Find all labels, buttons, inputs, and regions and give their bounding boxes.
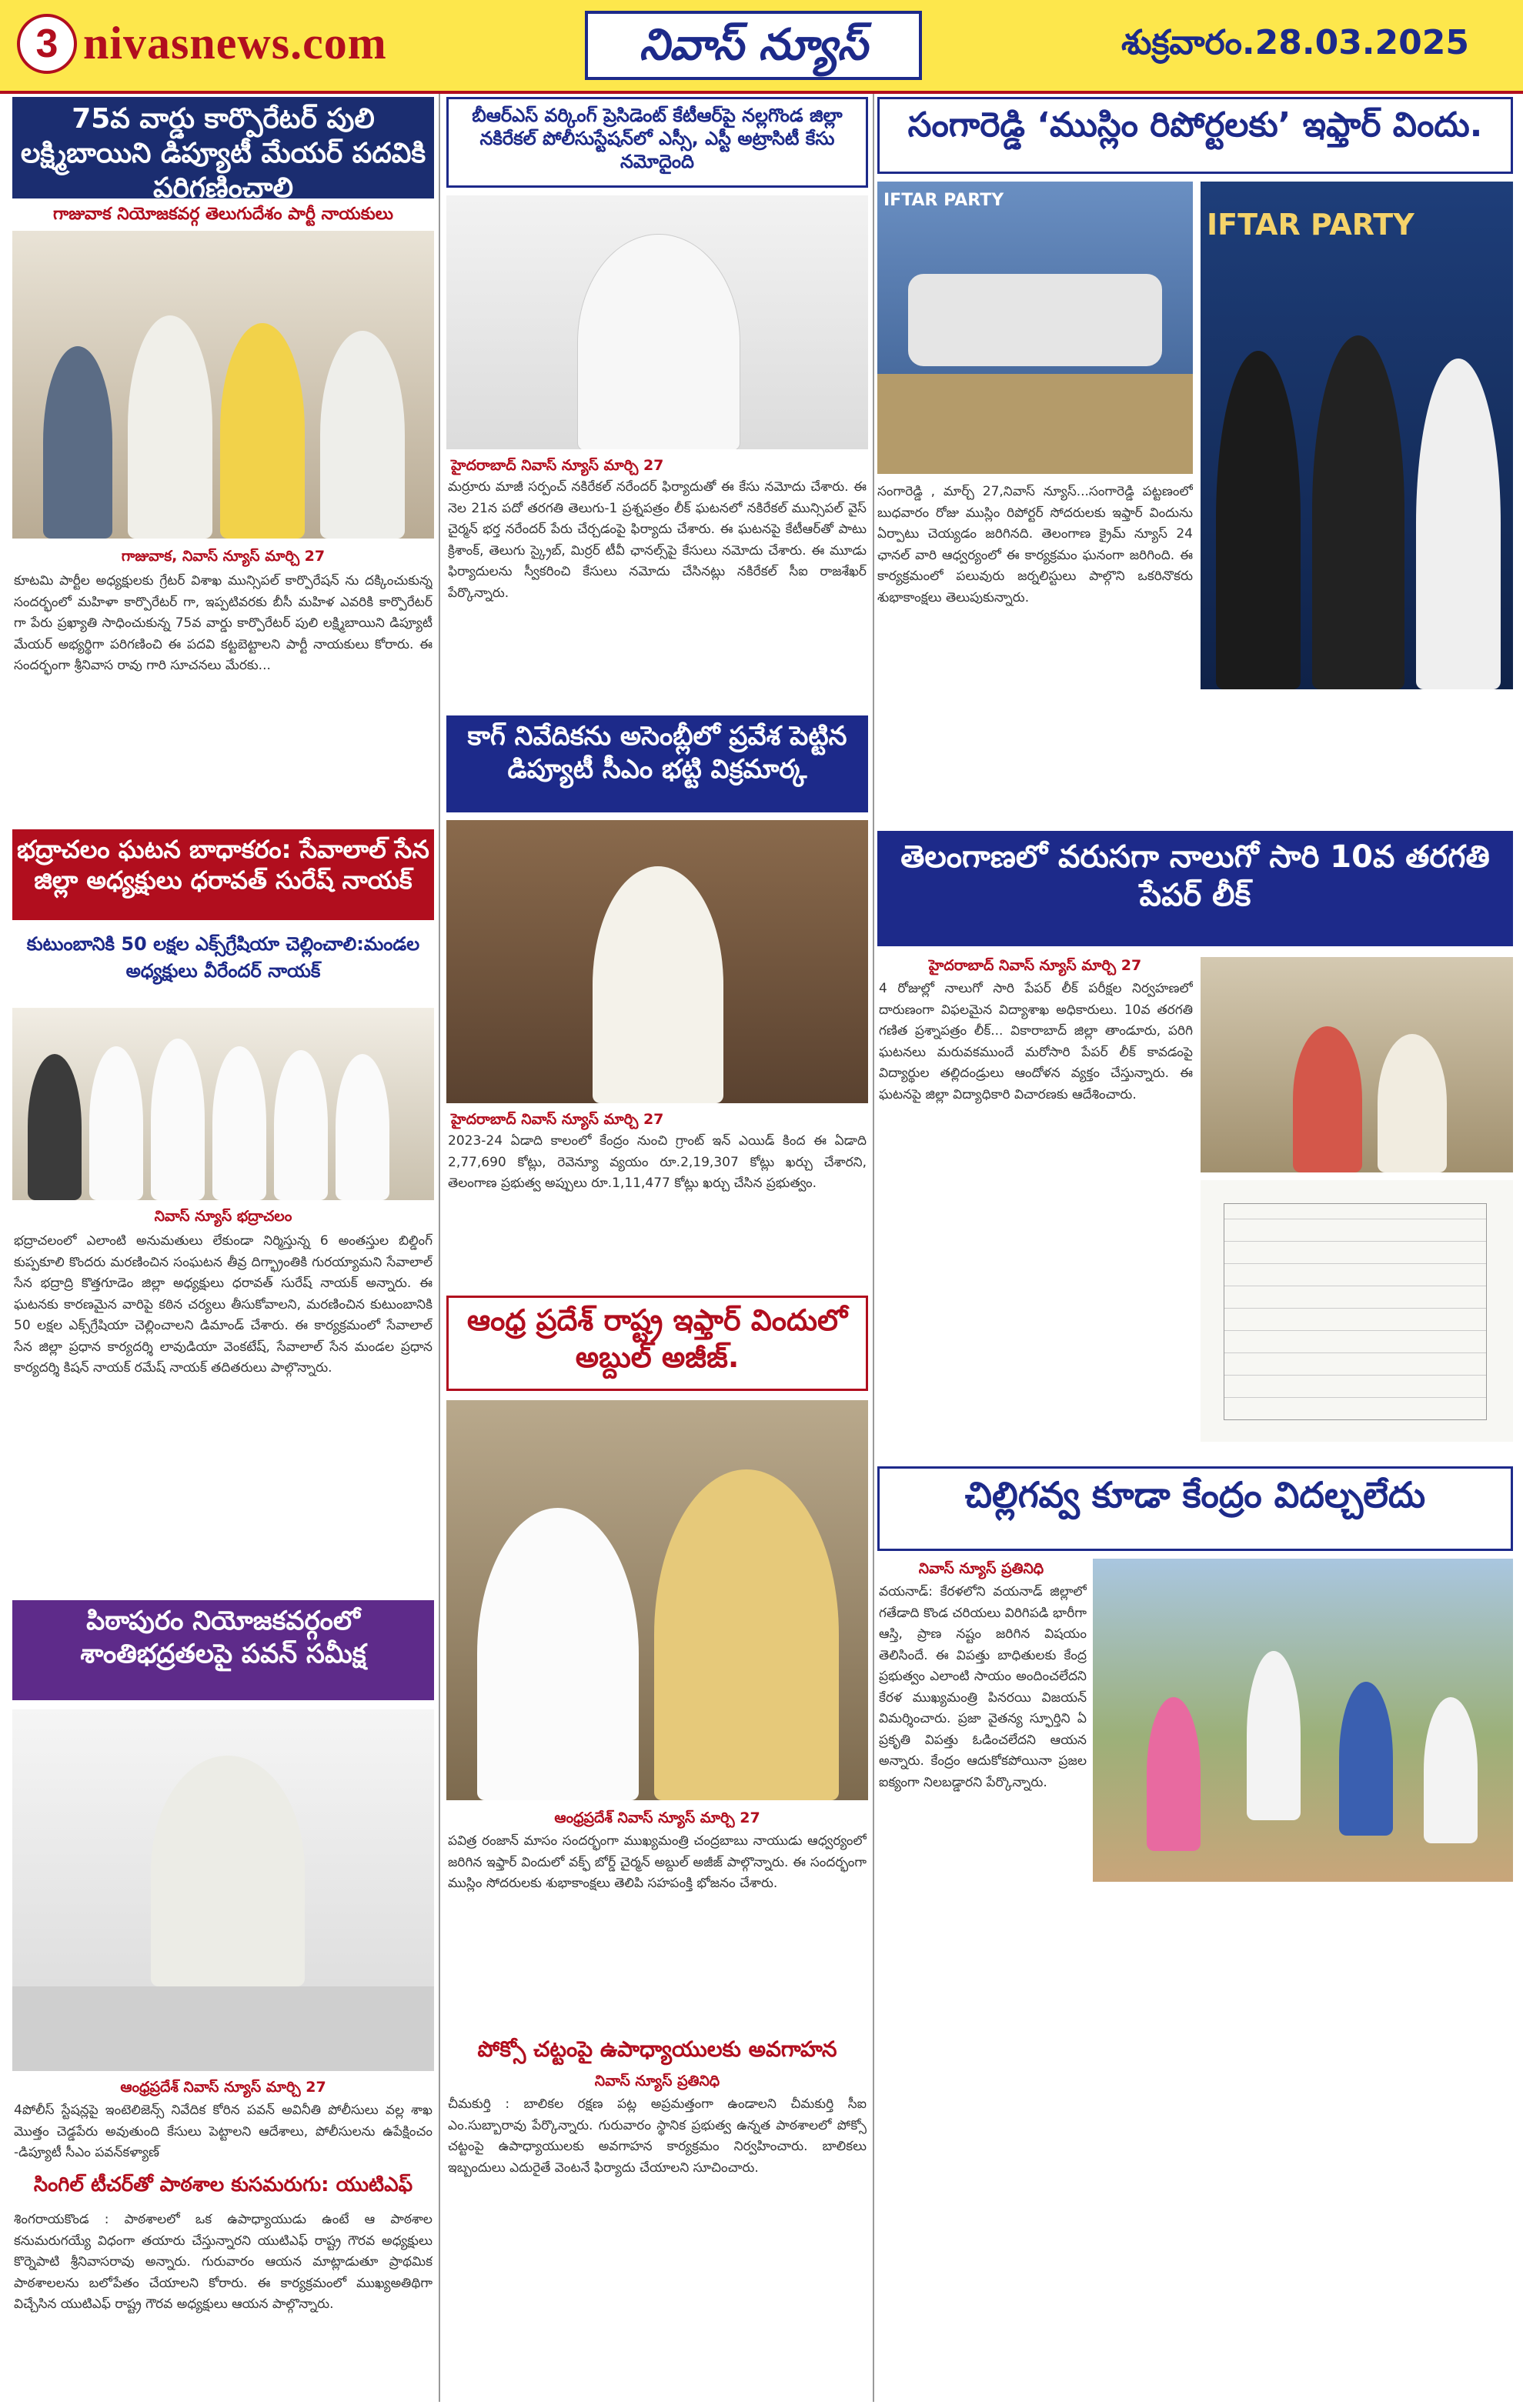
mid-story1-photo bbox=[446, 195, 868, 449]
right-story1-photo2 bbox=[1201, 182, 1513, 689]
left-story3-dateline: ఆంధ్రప్రదేశ్ నివాస్ న్యూస్ మార్చి 27 bbox=[120, 2079, 326, 2096]
left-story1-dateline: గాజువాక, నివాస్ న్యూస్ మార్చి 27 bbox=[121, 548, 326, 565]
column-divider bbox=[439, 94, 440, 2402]
mid-story3-photo bbox=[446, 1400, 868, 1800]
left-story3-headline[interactable]: పిఠాపురం నియోజకవర్గంలో శాంతిభద్రతలపై పవన్ సమీక్ష bbox=[12, 1600, 434, 1700]
left-story3-photo bbox=[12, 1709, 434, 2071]
site-name[interactable]: nivasnews.com bbox=[83, 18, 387, 68]
page-number: 3 bbox=[17, 14, 77, 74]
right-story3-headline[interactable]: చిల్లిగవ్వ కూడా కేంద్రం విదల్చలేదు bbox=[877, 1466, 1513, 1551]
issue-date: శుక్రవారం.28.03.2025 bbox=[1121, 23, 1469, 62]
mid-story1-dateline: హైదరాబాద్ నివాస్ న్యూస్ మార్చి 27 bbox=[451, 457, 664, 474]
iftar-banner-1: IFTAR PARTY bbox=[883, 191, 1004, 210]
left-story1-photo bbox=[12, 231, 434, 539]
mid-story3-headline[interactable]: ఆంధ్ర ప్రదేశ్ రాష్ట్ర ఇఫ్తార్ విందులో అబ్దుల్ అజీజ్. bbox=[446, 1296, 868, 1391]
left-story4-body: శింగరాయకొండ : పాఠశాలలో ఒక ఉపాధ్యాయుడు ఉంటే ఆ పాఠశాల కనుమరుగయ్యే విధంగా తయారు చేస్తున్నారని యుటిఎఫ్ రాష్ట్ర గౌరవ అధ్యక్షులు కొర్నెపాటి శ్రీనివాసరావు అన్నారు. గురువారం ఆయన మాట్లాడుతూ ప్రాథమిక పాఠశాలలను బలోపేతం చేయాలని కోరారు. ఈ కార్యక్రమంలో ముఖ్యఅతిథిగా విచ్చేసిన యుటిఎఫ్ రాష్ట్ర గౌరవ అధ్యక్షులు ఆయన పాల్గొన్నారు. bbox=[14, 2212, 433, 2313]
left-story2-sub: కుటుంబానికి 50 లక్షల ఎక్స్‌గ్రేషియా చెల్లించాలి:మండల అధ్యక్షులు వీరేందర్ నాయక్ bbox=[26, 933, 420, 982]
left-story2-dateline: నివాస్ న్యూస్ భద్రాచలం bbox=[154, 1208, 292, 1225]
left-story2-headline[interactable]: భద్రాచలం ఘటన బాధాకరం: సేవాలాల్ సేన జిల్లా అధ్యక్షులు ధరావత్ సురేష్ నాయక్ bbox=[12, 829, 434, 920]
left-story1-body: కూటమి పార్టీల అధ్యక్షులకు గ్రేటర్ విశాఖ మున్సిపల్ కార్పొరేషన్ ను దక్కించుకున్న సందర్భంలో మహిళా కార్పొరేటర్ గా, ఇప్పటివరకు బీసీ మహిళ ఎవరికి కార్పొరేటర్ గా పేరు ప్రఖ్యాతి సాధించుకున్న 75వ వార్డు కార్పొరేటర్ పులి లక్ష్మిబాయిని డిప్యూటీ మేయర్ అభ్యర్థిగా పరిగణించి ఈ పదవి కట్టబెట్టాలని పార్టీ నాయకులు కోరారు. ఈ సందర్భంగా శ్రీనివాస రావు గారి సూచనలు మేరకు... bbox=[14, 573, 433, 674]
iftar-banner-2: IFTAR PARTY bbox=[1207, 208, 1414, 242]
right-story3-body: వయనాడ్: కేరళలోని వయనాడ్ జిల్లాలో గతేడాది కొండ చరియలు విరిగిపడి భారీగా ఆస్తి, ప్రాణ నష్టం జరిగిన విషయం తెలిసిందే. ఈ విపత్తు బాధితులకు కేంద్ర ప్రభుత్వం ఎలాంటి సాయం అందించలేదని కేరళ ముఖ్యమంత్రి పినరయి విజయన్ విమర్శించారు. ప్రజా వైతన్య స్ఫూర్తిని ఏ ప్రకృతి విపత్తు ఓడించలేదని ఆయన అన్నారు. కేంద్రం ఆదుకోకపోయినా ప్రజల ఐక్యంగా నిలబడ్డారని పేర్కొన్నారు. bbox=[879, 1584, 1087, 1790]
right-story1-body: సంగారెడ్డి , మార్చ్ 27,నివాస్ న్యూస్...సంగారెడ్డి పట్టణంలో బుధవారం రోజు ముస్లిం రిపోర్టర్ సోదరులకు ఇఫ్తార్ విందును ఏర్పాటు చెయ్యడం జరిగినది. తెలంగాణ క్రైమ్ న్యూస్ 24 ఛానల్ వారి ఆధ్వర్యంలో ఈ కార్యక్రమం ఘనంగా జరిగింది. ఈ కార్యక్రమంలో పలువురు జర్నలిస్టులు పాల్గొని ఒకరినొకరు శుభాకాంక్షలు తెలుపుకున్నారు. bbox=[877, 484, 1193, 605]
brand-logo: నివాస్ న్యూస్ bbox=[585, 11, 922, 80]
mid-story2-photo bbox=[446, 820, 868, 1103]
mid-story2-body: 2023-24 ఏడాది కాలంలో కేంద్రం నుంచి గ్రాంట్ ఇన్ ఎయిడ్ కింద ఈ ఏడాది 2,77,690 కోట్లు, రెవెన్యూ వ్యయం రూ.2,19,307 కోట్లు ఖర్చు చేశారని, తెలంగాణ ప్రభుత్వ అప్పులు రూ.1,11,477 కోట్లు ఖర్చు చేసిన ప్రభుత్వం. bbox=[448, 1133, 867, 1192]
mid-story3-dateline: ఆంధ్రప్రదేశ్ నివాస్ న్యూస్ మార్చి 27 bbox=[554, 1809, 760, 1826]
masthead bbox=[0, 0, 1523, 94]
mid-story1-body: మర్రూరు మాజీ సర్పంచ్ నకిరేకల్ నరేందర్ ఫిర్యాదుతో ఈ కేసు నమోదు చేశారు. ఈ నెల 21న పదో తరగతి తెలుగు-1 ప్రశ్నపత్రం లీక్ ఘటనలో నకిరేకల్ మున్సిపల్ వైస్ చైర్మన్ భర్త నరేందర్ పేరు చేర్చడంపై ఫిర్యాదు చేశారు. ఈ ఘటనపై కేటీఆర్‌తో పాటు క్రిశాంక్, తెలుగు స్క్రైబ్, మిర్రర్ టీవీ ఛానల్స్‌పై కేసులు నమోదు చేశారు. ఈ మూడు ఫిర్యాదులను స్వీకరించి కేసులు నమోదు చేసినట్లు నకిరేకల్ సీఐ రాజశేఖర్ పేర్కొన్నారు. bbox=[448, 479, 867, 601]
column-divider bbox=[873, 94, 874, 2402]
mid-story1-headline[interactable]: బీఆర్ఎస్ వర్కింగ్ ప్రెసిడెంట్ కేటీఆర్‌పై నల్లగొండ జిల్లా నకిరేకల్ పోలీసుస్టేషన్‌లో ఎస్సీ, ఎస్టీ అట్రాసిటీ కేసు నమోదైంది bbox=[446, 97, 868, 188]
right-story3-dateline: నివాస్ న్యూస్ ప్రతినిధి bbox=[918, 1560, 1044, 1577]
right-story1-headline[interactable]: సంగారెడ్డి ‘ముస్లిం రిపోర్టలకు’ ఇఫ్తార్ విందు. bbox=[877, 97, 1513, 174]
mid-story4-body: చీమకుర్తి : బాలికల రక్షణ పట్ల అప్రమత్తంగా ఉండాలని చీమకుర్తి సీఐ ఎం.సుబ్బారావు పేర్కొన్నారు. గురువారం స్థానిక ప్రభుత్వ ఉన్నత పాఠశాలలో పోక్సో చట్టంపై ఉపాధ్యాయులకు అవగాహన కార్యక్రమం నిర్వహించారు. బాలికలు ఇబ్బందులు ఎదురైతే వెంటనే ఫిర్యాదు చేయాలని సూచించారు. bbox=[448, 2096, 867, 2176]
right-story2-headline[interactable]: తెలంగాణలో వరుసగా నాలుగో సారి 10వ తరగతి పేపర్ లీక్ bbox=[877, 831, 1513, 946]
mid-story2-dateline: హైదరాబాద్ నివాస్ న్యూస్ మార్చి 27 bbox=[451, 1111, 664, 1128]
mid-story4-dateline: నివాస్ న్యూస్ ప్రతినిధి bbox=[594, 2073, 720, 2089]
left-story4-headline[interactable]: సింగిల్ టీచర్‌తో పాఠశాల కుసమరుగు: యుటిఎఫ్ bbox=[12, 2168, 434, 2205]
right-story1-photo1 bbox=[877, 182, 1193, 474]
right-story2-photo1 bbox=[1201, 957, 1513, 1172]
right-story3-body-cont bbox=[1094, 1889, 1513, 2397]
left-story3-body: 4పోలీస్ స్టేషన్లపై ఇంటెలిజెన్స్ నివేదిక కోరిన పవన్ అవినీతి పోలీసులు వల్ల శాఖ మొత్తం చెడ్డపేరు అవుతుంది కేసులు పెట్టాలని ఆదేశాలు, పోలీసులను ఉపేక్షించం -డిప్యూటీ సీఎం పవన్‌కళ్యాణ్ bbox=[14, 2103, 433, 2161]
right-story2-dateline: హైదరాబాద్ నివాస్ న్యూస్ మార్చి 27 bbox=[928, 957, 1142, 974]
left-story1-sub: గాజువాక నియోజకవర్గ తెలుగుదేశం పార్టీ నాయకులు bbox=[53, 205, 393, 224]
left-story2-body: భద్రాచలంలో ఎలాంటి అనుమతులు లేకుండా నిర్మిస్తున్న 6 అంతస్తుల బిల్డింగ్ కుప్పకూలి కొందరు మరణించిన సంఘటన తీవ్ర దిగ్భ్రాంతికి గురయ్యామని సేవాలాల్ సేన భద్రాద్రి కొత్తగూడెం జిల్లా అధ్యక్షులు ధరావత్ సురేష్ నాయక్ అన్నారు. ఈ ఘటనకు కారణమైన వారిపై కఠిన చర్యలు తీసుకోవాలని, మరణించిన కుటుంబానికి 50 లక్షల ఎక్స్‌గ్రేషియా చెల్లించాలని డిమాండ్ చేశారు. ఈ కార్యక్రమంలో సేవాలాల్ సేన జిల్లా ప్రధాన కార్యదర్శి లావుడియా వెంకటేష్, సేవాలాల్ సేన మండల ప్రధాన కార్యదర్శి కిషన్ నాయక్ రమేష్ నాయక్ తదితరులు పాల్గొన్నారు. bbox=[14, 1233, 433, 1376]
left-story2-photo bbox=[12, 1008, 434, 1200]
mid-story4-headline[interactable]: పోక్సో చట్టంపై ఉపాధ్యాయులకు అవగాహన bbox=[446, 2031, 868, 2068]
right-story2-body: 4 రోజుల్లో నాలుగో సారి పేపర్ లీక్ పరీక్షల నిర్వహణలో దారుణంగా విఫలమైన విద్యాశాఖ అధికారులు. 10వ తరగతి గణిత ప్రశ్నాపత్రం లీక్... వికారాబాద్ జిల్లా తాండూరు, పరిగి ఘటనలు మరువకముందే మరోసారి పేపర్ లీక్ కావడంపై విద్యార్థుల తల్లిదండ్రులు ఆందోళన వ్యక్తం చేస్తున్నారు. ఈ ఘటనపై జిల్లా విద్యాధికారి విచారణకు ఆదేశించారు. bbox=[879, 981, 1193, 1102]
mid-story3-body: పవిత్ర రంజాన్ మాసం సందర్భంగా ముఖ్యమంత్రి చంద్రబాబు నాయుడు ఆధ్వర్యంలో జరిగిన ఇఫ్తార్ విందులో వక్ఫ్ బోర్డ్ చైర్మన్ అబ్దుల్ అజీజ్ పాల్గొన్నారు. ఈ సందర్భంగా ముస్లిం సోదరులకు శుభాకాంక్షలు తెలిపి సహపంక్తి భోజనం చేశారు. bbox=[448, 1833, 867, 1892]
left-story1-headline[interactable]: 75వ వార్డు కార్పొరేటర్ పులి లక్ష్మిబాయిని డిప్యూటీ మేయర్ పదవికి పరిగణించాలి bbox=[12, 97, 434, 198]
mid-story2-headline[interactable]: కాగ్ నివేదికను అసెంబ్లీలో ప్రవేశ పెట్టిన డిప్యూటీ సీఎం భట్టి విక్రమార్క bbox=[446, 715, 868, 812]
right-story3-photo bbox=[1093, 1559, 1513, 1882]
right-story2-photo2 bbox=[1201, 1180, 1513, 1442]
